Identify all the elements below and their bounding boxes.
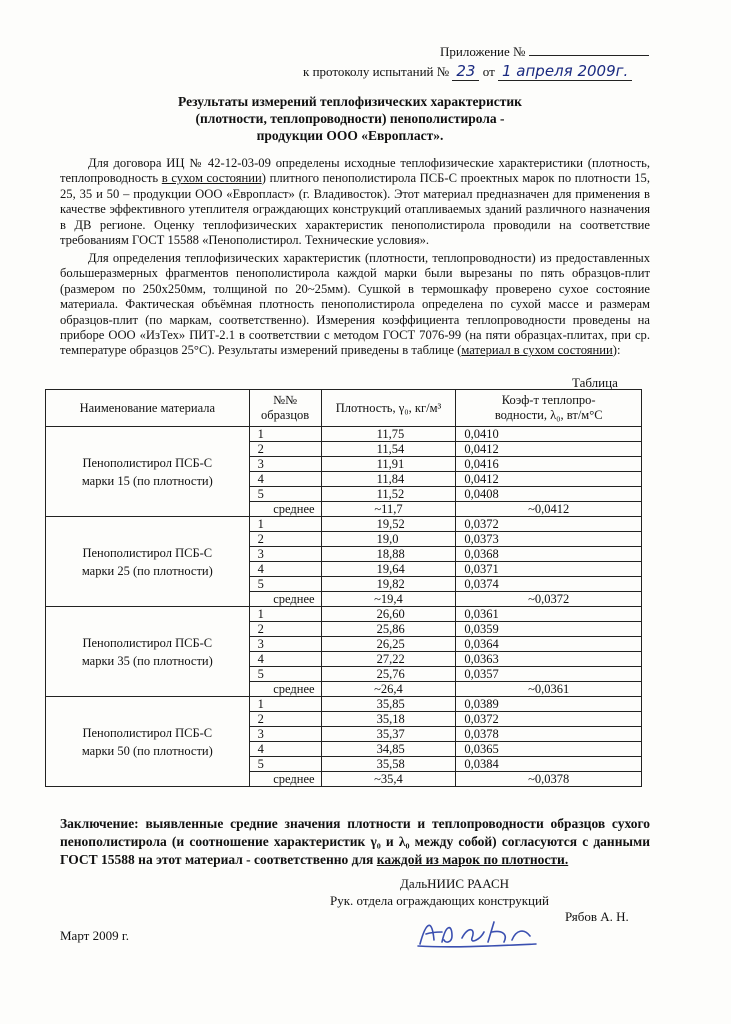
density-value: 19,82 — [321, 577, 456, 592]
density-value: 25,76 — [321, 667, 456, 682]
document-title — [100, 93, 600, 144]
density-value: 35,37 — [321, 727, 456, 742]
appendix-label: Приложение № — [440, 44, 526, 59]
sample-number: 2 — [249, 712, 321, 727]
sample-number: 3 — [249, 637, 321, 652]
conductivity-value: 0,0372 — [456, 517, 642, 532]
average-density: ~11,7 — [321, 502, 456, 517]
header-material: Наименование материала — [46, 390, 250, 427]
conductivity-value: 0,0359 — [456, 622, 642, 637]
conductivity-value: 0,0365 — [456, 742, 642, 757]
conductivity-value: 0,0384 — [456, 757, 642, 772]
conclusion-text: Заключение: выявленные средние значения плотности и теплопроводности образцов сухого пенополистирола (и соотношение характеристик γ₀ и λ₀ между собой) согласуются с данными ГОСТ 15588 на этот материал - соответственно для — [60, 816, 650, 867]
sample-number: 4 — [249, 562, 321, 577]
protocol-line — [303, 62, 632, 80]
sample-number: 3 — [249, 457, 321, 472]
signature — [412, 914, 542, 950]
average-label: среднее — [249, 502, 321, 517]
title-line-1: Результаты измерений теплофизических характеристик — [178, 94, 522, 109]
sample-number: 1 — [249, 697, 321, 712]
conductivity-value: 0,0373 — [456, 532, 642, 547]
sample-number: 2 — [249, 442, 321, 457]
conductivity-value: 0,0372 — [456, 712, 642, 727]
protocol-number: 23 — [452, 62, 479, 81]
table-header-row — [46, 390, 642, 427]
paragraph-1 — [60, 156, 650, 248]
sample-number: 5 — [249, 577, 321, 592]
density-value: 35,58 — [321, 757, 456, 772]
protocol-prefix: к протоколу испытаний № — [303, 64, 450, 79]
conductivity-value: 0,0408 — [456, 487, 642, 502]
density-value: 19,64 — [321, 562, 456, 577]
material-name: Пенополистирол ПСБ-С марки 50 (по плотности) — [46, 697, 250, 787]
conductivity-value: 0,0368 — [456, 547, 642, 562]
sample-number: 2 — [249, 532, 321, 547]
sample-number: 5 — [249, 667, 321, 682]
p1-underlined: в сухом состоянии — [161, 171, 262, 186]
sample-number: 4 — [249, 472, 321, 487]
conductivity-value: 0,0371 — [456, 562, 642, 577]
density-value: 27,22 — [321, 652, 456, 667]
density-value: 11,84 — [321, 472, 456, 487]
signer-name: Рябов А. Н. — [565, 909, 629, 924]
table-row — [46, 697, 642, 712]
density-value: 11,91 — [321, 457, 456, 472]
p1-text-b: ) плитного пенополистирола ПСБ-С проектных марок по плотности 15, 25, 35 и 50 – продукции ООО «Европласт» (г. Владивосток). Этот материал предназначен для применения в качестве эффективного утеплителя ограждающих конструкций отапливаемых зданий различного назначения в ДВ регионе. Оценку теплофизических характеристик пенополистирола проводили на соответствие требованиям ГОСТ 15588 «Пенополистирол. Технические условия». — [60, 171, 650, 248]
sample-number: 1 — [249, 517, 321, 532]
sample-number: 1 — [249, 607, 321, 622]
table-label: Таблица — [572, 375, 618, 390]
header-samples: №№ образцов — [249, 390, 321, 427]
density-value: 26,60 — [321, 607, 456, 622]
conductivity-value: 0,0389 — [456, 697, 642, 712]
conductivity-value: 0,0374 — [456, 577, 642, 592]
sample-number: 1 — [249, 427, 321, 442]
table-row — [46, 607, 642, 622]
density-value: 26,25 — [321, 637, 456, 652]
average-conductivity: ~0,0412 — [456, 502, 642, 517]
conductivity-value: 0,0410 — [456, 427, 642, 442]
sample-number: 3 — [249, 727, 321, 742]
conductivity-value: 0,0363 — [456, 652, 642, 667]
conductivity-value: 0,0416 — [456, 457, 642, 472]
sample-number: 4 — [249, 742, 321, 757]
conductivity-value: 0,0412 — [456, 442, 642, 457]
material-name: Пенополистирол ПСБ-С марки 25 (по плотности) — [46, 517, 250, 607]
material-name: Пенополистирол ПСБ-С марки 15 (по плотности) — [46, 427, 250, 517]
average-density: ~26,4 — [321, 682, 456, 697]
appendix-blank — [529, 43, 649, 56]
header-density: Плотность, γ₀, кг/м³ — [321, 390, 456, 427]
results-table — [45, 389, 642, 787]
p1-text-a: Для договора ИЦ № 42-12-03-09 определены исходные теплофизические характеристики (плотность, теплопроводность — [60, 156, 650, 186]
sample-number: 4 — [249, 652, 321, 667]
signer-position: Рук. отдела ограждающих конструкций — [330, 893, 549, 908]
average-conductivity: ~0,0361 — [456, 682, 642, 697]
density-value: 11,52 — [321, 487, 456, 502]
average-label: среднее — [249, 772, 321, 787]
average-density: ~35,4 — [321, 772, 456, 787]
protocol-date: 1 апреля 2009г. — [498, 62, 632, 81]
density-value: 35,18 — [321, 712, 456, 727]
density-value: 11,75 — [321, 427, 456, 442]
average-conductivity: ~0,0378 — [456, 772, 642, 787]
conclusion — [60, 815, 650, 869]
density-value: 19,52 — [321, 517, 456, 532]
p2-text-a: Для определения теплофизических характеристик (плотности, теплопроводности) из предоставленных большеразмерных фрагментов пенополистирола каждой марки были вырезаны по пять образцов-плит (размером по 250х250мм, толщиной по 20~25мм). Сушкой в термошкафу проверено сухое состояние материала. Фактическая объёмная плотность пенополистирола определена по сухой массе и размерам образцов-плит (по маркам, соответственно). Измерения коэффициента теплопроводности проведены на приборе ООО «ИзТех» ПИТ-2.1 в соответствии с методом ГОСТ 7076-99 (на пяти образцах-плитах, при ср. температуре образцов 25°С). Результаты измерений приведены в таблице ( — [60, 251, 650, 358]
average-label: среднее — [249, 592, 321, 607]
title-line-3: продукции ООО «Европласт». — [256, 128, 444, 143]
table-row — [46, 427, 642, 442]
document-date: Март 2009 г. — [60, 928, 129, 943]
protocol-from: от — [482, 64, 495, 79]
average-label: среднее — [249, 682, 321, 697]
appendix-line — [440, 43, 649, 60]
p2-text-b: ): — [612, 343, 621, 358]
header-conductivity: Коэф-т теплопро- водности, λ₀, вт/м°С — [456, 390, 642, 427]
average-conductivity: ~0,0372 — [456, 592, 642, 607]
density-value: 11,54 — [321, 442, 456, 457]
density-value: 25,86 — [321, 622, 456, 637]
average-density: ~19,4 — [321, 592, 456, 607]
density-value: 19,0 — [321, 532, 456, 547]
table-row — [46, 517, 642, 532]
organization: ДальНИИС РААСН — [400, 876, 510, 891]
sample-number: 2 — [249, 622, 321, 637]
conductivity-value: 0,0357 — [456, 667, 642, 682]
paragraph-2 — [60, 251, 650, 359]
sample-number: 3 — [249, 547, 321, 562]
conclusion-underlined: каждой из марок по плотности. — [376, 852, 569, 867]
conductivity-value: 0,0364 — [456, 637, 642, 652]
conductivity-value: 0,0361 — [456, 607, 642, 622]
title-line-2: (плотности, теплопроводности) пенополистирола - — [195, 111, 505, 126]
density-value: 18,88 — [321, 547, 456, 562]
material-name: Пенополистирол ПСБ-С марки 35 (по плотности) — [46, 607, 250, 697]
density-value: 35,85 — [321, 697, 456, 712]
sample-number: 5 — [249, 487, 321, 502]
conductivity-value: 0,0412 — [456, 472, 642, 487]
p2-underlined: материал в сухом состоянии — [461, 343, 613, 358]
sample-number: 5 — [249, 757, 321, 772]
density-value: 34,85 — [321, 742, 456, 757]
conductivity-value: 0,0378 — [456, 727, 642, 742]
